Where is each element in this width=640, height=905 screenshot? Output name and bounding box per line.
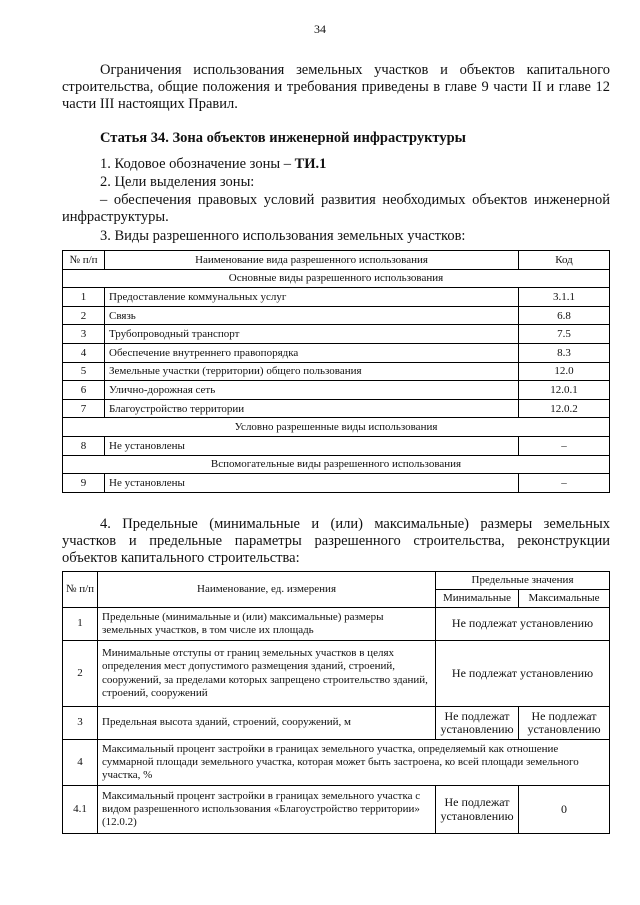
row-num: 3 [63,707,98,740]
row-num: 4.1 [63,786,98,834]
table-row [63,343,610,362]
header-min: Минимальные [436,590,519,608]
section-conditional-label: Условно разрешенные виды использования [63,418,610,437]
section-row-main [63,269,610,288]
row-name: Максимальный процент застройки в границах земельного участка, определяемый как отношение суммарной площади земельного участка, которая может быть застроена, ко всей площади земельного участка, % [98,740,610,786]
row-name: Обеспечение внутреннего правопорядка [105,343,519,362]
row-name: Земельные участки (территории) общего пользования [105,362,519,381]
row-value: Не подлежат установлению [436,608,610,641]
table-row [63,707,610,740]
intro-paragraph: Ограничения использования земельных участков и объектов капитального строительства, общие положения и требования приведены в главе 9 части II и главе 12 части III настоящих Правил. [62,62,610,112]
table-header-row [63,251,610,270]
row-code: – [519,474,610,493]
section-row-conditional [63,418,610,437]
header-name: Наименование, ед. измерения [98,572,436,608]
row-code: 8.3 [519,343,610,362]
row-num: 5 [63,362,105,381]
header-name: Наименование вида разрешенного использования [105,251,519,270]
header-num: № п/п [63,572,98,608]
list-item-goals-detail: – обеспечения правовых условий развития необходимых объектов инженерной инфраструктуры. [62,192,610,225]
row-num: 2 [63,641,98,707]
table-row [63,362,610,381]
table-row [63,474,610,493]
list-item-goals: 2. Цели выделения зоны: [100,174,255,190]
row-num: 4 [63,343,105,362]
section-main-label: Основные виды разрешенного использования [63,269,610,288]
header-num: № п/п [63,251,105,270]
row-code: 6.8 [519,306,610,325]
row-code: 3.1.1 [519,288,610,307]
row-name: Минимальные отступы от границ земельных участков в целях определения мест допустимого размещения зданий, строений, сооружений, за пределами которых запрещено строительство зданий, строений, сооружений [98,641,436,707]
table-row [63,436,610,455]
table-header-row [63,572,610,590]
row-num: 3 [63,325,105,344]
row-code: 12.0.1 [519,381,610,400]
row-name: Связь [105,306,519,325]
row-name: Благоустройство территории [105,399,519,418]
header-code: Код [519,251,610,270]
row-min: Не подлежат установлению [436,707,519,740]
row-code: 12.0.2 [519,399,610,418]
table-row [63,288,610,307]
table-row [63,306,610,325]
row-name: Предельные (минимальные и (или) максимальные) размеры земельных участков, в том числе их площадь [98,608,436,641]
row-max: Не подлежат установлению [519,707,610,740]
header-limits: Предельные значения [436,572,610,590]
row-name: Предельная высота зданий, строений, сооружений, м [98,707,436,740]
table-row [63,740,610,786]
row-num: 1 [63,608,98,641]
row-num: 9 [63,474,105,493]
table-row [63,399,610,418]
row-name: Не установлены [105,474,519,493]
row-code: 12.0 [519,362,610,381]
table-row [63,641,610,707]
page-number: 34 [314,22,326,36]
row-name: Не установлены [105,436,519,455]
section-auxiliary-label: Вспомогательные виды разрешенного использования [63,455,610,474]
zone-code-label: 1. Кодовое обозначение зоны – [100,156,295,172]
row-num: 7 [63,399,105,418]
table-row [63,786,610,834]
header-max: Максимальные [519,590,610,608]
row-num: 2 [63,306,105,325]
row-num: 1 [63,288,105,307]
row-name: Улично-дорожная сеть [105,381,519,400]
usage-types-table [62,250,610,493]
table-row [63,325,610,344]
row-max: 0 [519,786,610,834]
limits-paragraph: 4. Предельные (минимальные и (или) максимальные) размеры земельных участков и предельные параметры разрешенного строительства, реконструкции объектов капитального строительства: [62,516,610,566]
row-name: Трубопроводный транспорт [105,325,519,344]
row-code: – [519,436,610,455]
table-row [63,381,610,400]
table-row [63,608,610,641]
row-value: Не подлежат установлению [436,641,610,707]
list-item-usage-types: 3. Виды разрешенного использования земельных участков: [100,228,466,244]
row-min: Не подлежат установлению [436,786,519,834]
zone-code: ТИ.1 [294,156,327,172]
list-item-zone-code [100,156,326,173]
row-code: 7.5 [519,325,610,344]
article-heading: Статья 34. Зона объектов инженерной инфраструктуры [100,130,466,146]
row-num: 6 [63,381,105,400]
row-name: Предоставление коммунальных услуг [105,288,519,307]
limits-table [62,571,610,834]
row-name: Максимальный процент застройки в границах земельного участка с видом разрешенного использования «Благоустройство территории» (12.0.2) [98,786,436,834]
row-num: 4 [63,740,98,786]
section-row-auxiliary [63,455,610,474]
row-num: 8 [63,436,105,455]
